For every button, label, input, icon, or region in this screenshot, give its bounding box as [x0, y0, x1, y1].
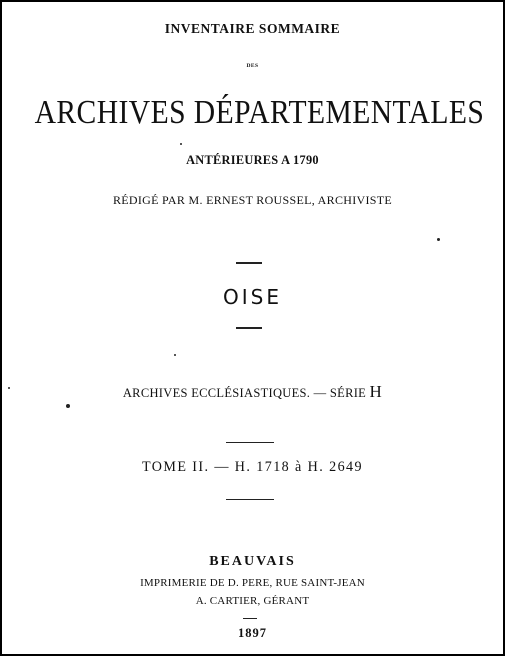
series-letter: H	[369, 382, 383, 401]
author-line: RÉDIGÉ PAR M. ERNEST ROUSSEL, ARCHIVISTE	[112, 193, 393, 207]
imprint-city: BEAUVAIS	[209, 554, 296, 569]
connector-word: DES	[246, 63, 259, 69]
ink-speck	[8, 387, 10, 389]
ink-speck	[174, 354, 176, 356]
subtitle: ANTÉRIEURES A 1790	[186, 152, 319, 167]
volume-line: TOME II. — H. 1718 à H. 2649	[142, 459, 363, 475]
series-line	[2, 382, 503, 402]
department-name: OISE	[223, 285, 282, 309]
imprint-year: 1897	[238, 626, 267, 640]
divider-rule	[236, 262, 262, 264]
main-title: ARCHIVES DÉPARTEMENTALES	[34, 94, 485, 131]
divider-rule	[226, 442, 274, 443]
divider-rule	[243, 618, 257, 619]
ink-speck	[180, 143, 182, 145]
ink-speck	[437, 238, 440, 241]
imprint-printer: IMPRIMERIE DE D. PERE, RUE SAINT-JEAN	[140, 577, 365, 589]
ink-speck	[66, 404, 70, 408]
divider-rule	[236, 327, 262, 329]
divider-rule	[226, 499, 274, 500]
inventory-heading: INVENTAIRE SOMMAIRE	[164, 21, 341, 36]
series-label: ARCHIVES ECCLÉSIASTIQUES. — SÉRIE	[122, 386, 367, 400]
imprint-manager: A. CARTIER, GÉRANT	[195, 595, 310, 607]
